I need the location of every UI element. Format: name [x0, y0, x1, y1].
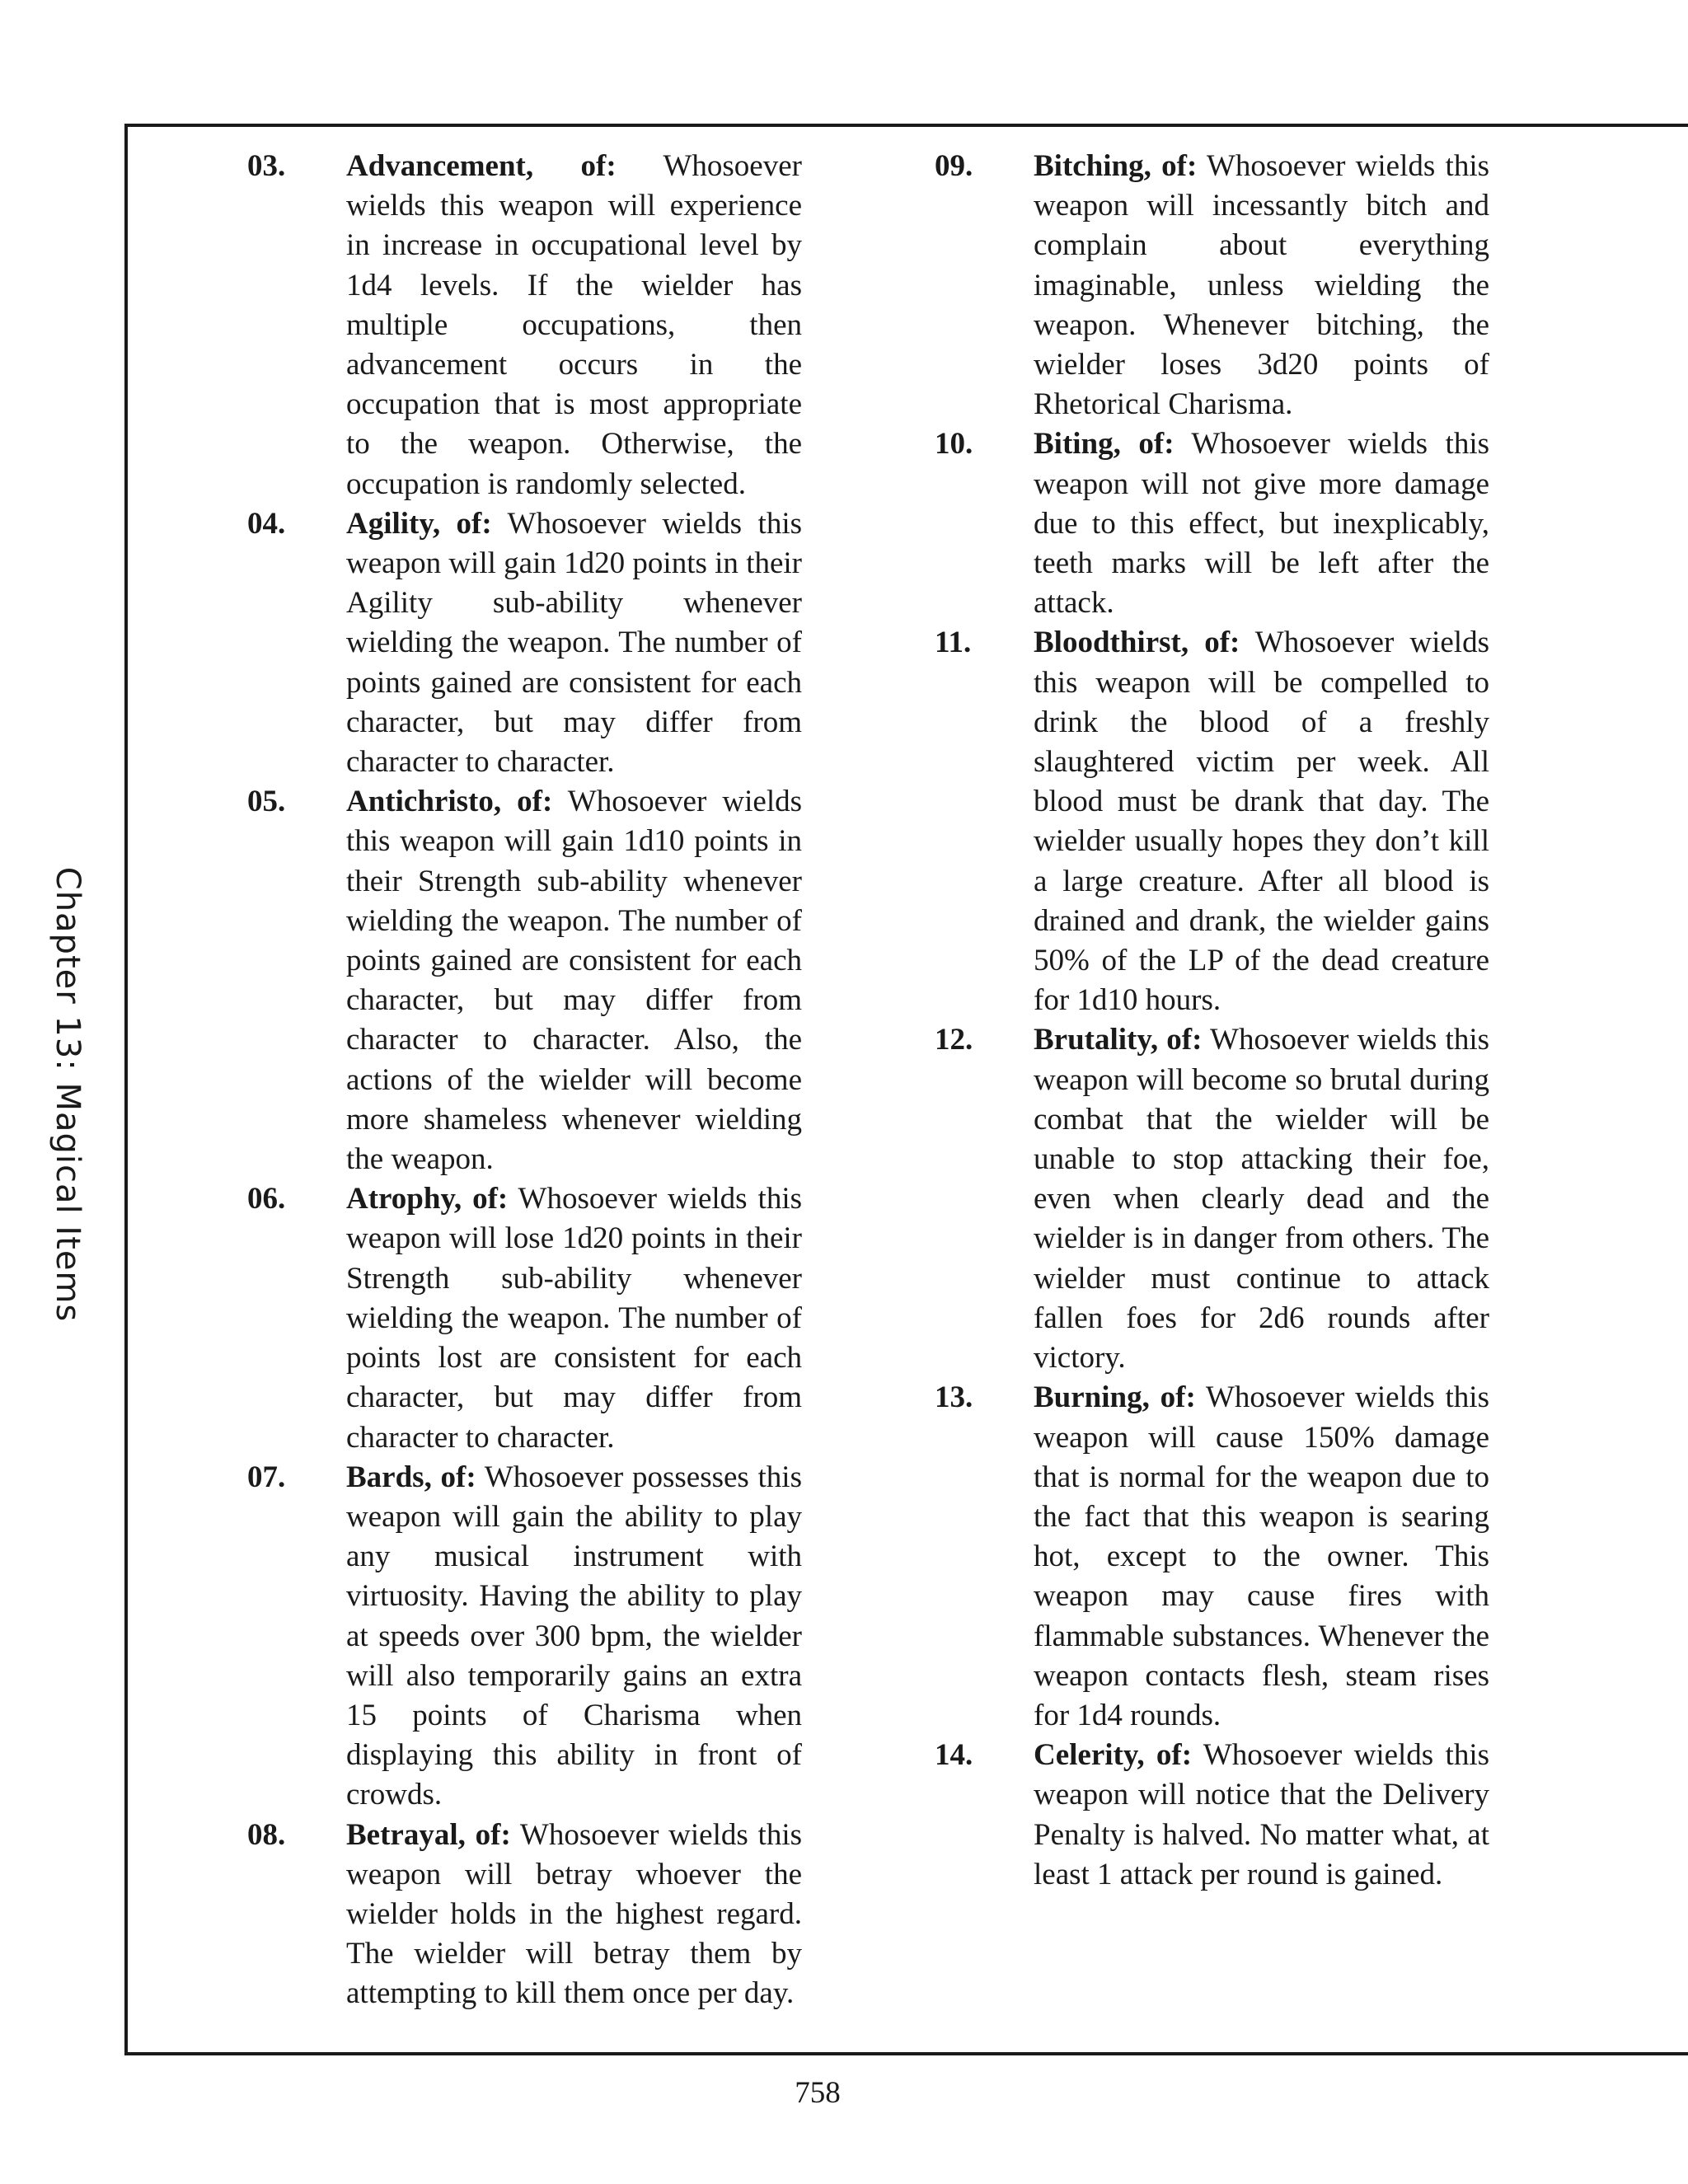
entry-body [1034, 1020, 1489, 1378]
entry-body [1034, 424, 1489, 623]
entry-description: Whosoever wields this weapon will incessantly bitch and complain about everything imaginable, unless wielding the weapon. Whenever bitching, the wielder loses 3d20 points of Rhetorical Charisma. [1034, 149, 1490, 422]
entry-number: 11. [935, 626, 972, 660]
entry-title: Betrayal, of: [346, 1817, 511, 1852]
entry-description: Whosoever wields this weapon will not give more damage due to this effect, but inexplicably, teeth marks will be left after the attack. [1034, 427, 1490, 621]
entry-antichristo [247, 782, 935, 1179]
entry-title: Agility, of: [346, 506, 492, 541]
entry-title: Antichristo, of: [346, 785, 553, 819]
entry-title: Celerity, of: [1034, 1738, 1193, 1773]
entry-number: 07. [247, 1460, 286, 1494]
entry-title: Brutality, of: [1034, 1023, 1203, 1057]
entry-celerity [935, 1736, 1623, 1895]
entry-number: 12. [935, 1023, 973, 1057]
entry-number: 03. [247, 149, 286, 183]
entry-number: 06. [247, 1182, 286, 1216]
entry-body [346, 147, 802, 504]
left-column [247, 147, 935, 2014]
entry-description: Whosoever wields this weapon will gain 1d10 points in their Strength sub-ability whenever wielding the weapon. The number of points gained are consistent for each character, but may differ from character to character. Also, the actions of the wielder will become more shameless whenever wielding the weapon. [346, 785, 802, 1177]
entry-number: 09. [935, 149, 973, 183]
entry-burning [935, 1378, 1623, 1736]
entry-description: Whosoever wields this weapon will lose 1d20 points in their Strength sub-ability whenever wielding the weapon. The number of points lost are consistent for each character, but may differ from character to character. [346, 1182, 802, 1455]
entry-body [1034, 623, 1489, 1020]
entry-body [346, 782, 802, 1179]
entry-number: 04. [247, 506, 286, 541]
entry-description: Whosoever wields this weapon will cause 150% damage that is normal for the weapon due to the fact that this weapon is searing hot, except to the owner. This weapon may cause fires with flammable substances. Whenever the weapon contacts flesh, steam rises for 1d4 rounds. [1034, 1380, 1489, 1732]
entry-description: Whosoever wields this weapon will betray whoever the wielder holds in the highest regard. The wielder will betray them by attempting to kill them once per day. [346, 1817, 802, 2011]
right-column [935, 147, 1623, 1895]
entry-bitching [935, 147, 1623, 424]
entry-brutality [935, 1020, 1623, 1378]
entry-agility [247, 504, 935, 782]
entry-title: Atrophy, of: [346, 1182, 509, 1216]
entry-title: Advancement, of: [346, 149, 617, 183]
entry-number: 13. [935, 1380, 973, 1415]
entry-description: Whosoever wields this weapon will notice that the Delivery Penalty is halved. No matter what, at least 1 attack per round is gained. [1034, 1738, 1489, 1891]
page-number: 758 [795, 2076, 841, 2110]
entry-number: 08. [247, 1817, 286, 1852]
entry-bloodthirst [935, 623, 1623, 1020]
entry-body [1034, 1378, 1489, 1736]
entry-number: 05. [247, 785, 286, 819]
entry-body [346, 1816, 802, 2014]
entry-title: Burning, of: [1034, 1380, 1196, 1415]
entry-title: Bitching, of: [1034, 149, 1198, 183]
entry-body [1034, 147, 1489, 424]
entry-title: Bloodthirst, of: [1034, 626, 1240, 660]
entry-title: Biting, of: [1034, 427, 1175, 462]
entry-atrophy [247, 1179, 935, 1457]
entry-body [346, 1179, 802, 1457]
entry-description: Whosoever wields this weapon will gain 1d20 points in their Agility sub-ability whenever wielding the weapon. The number of points gained are consistent for each character, but may differ from character to character. [346, 506, 802, 780]
entry-biting [935, 424, 1623, 623]
entry-advancement [247, 147, 935, 504]
entry-number: 10. [935, 427, 973, 462]
entry-body [346, 504, 802, 782]
entry-bards [247, 1458, 935, 1816]
entry-number: 14. [935, 1738, 973, 1773]
entry-title: Bards, of: [346, 1460, 476, 1494]
entry-description: Whosoever wields this weapon will experience in increase in occupational level by 1d4 levels. If the wielder has multiple occupations, then advancement occurs in the occupation that is most appropriate to the weapon. Otherwise, the occupation is randomly selected. [346, 149, 802, 501]
entry-description: Whosoever possesses this weapon will gain the ability to play any musical instrument with virtuosity. Having the ability to play at speeds over 300 bpm, the wielder will also temporarily gains an extra 15 points of Charisma when displaying this ability in front of crowds. [346, 1460, 802, 1812]
chapter-label: Chapter 13: Magical Items [49, 866, 87, 1323]
entry-betrayal [247, 1816, 935, 2014]
entry-description: Whosoever wields this weapon will become so brutal during combat that the wielder will be unable to stop attacking their foe, even when clearly dead and the wielder is in danger from others. The wielder must continue to attack fallen foes for 2d6 rounds after victory. [1034, 1023, 1489, 1376]
entry-description: Whosoever wields this weapon will be compelled to drink the blood of a freshly slaughtered victim per week. All blood must be drank that day. The wielder usually hopes they don’t kill a large creature. After all blood is drained and drank, the wielder gains 50% of the LP of the dead creature for 1d10 hours. [1034, 626, 1489, 1018]
entry-body [346, 1458, 802, 1816]
entry-body [1034, 1736, 1489, 1895]
